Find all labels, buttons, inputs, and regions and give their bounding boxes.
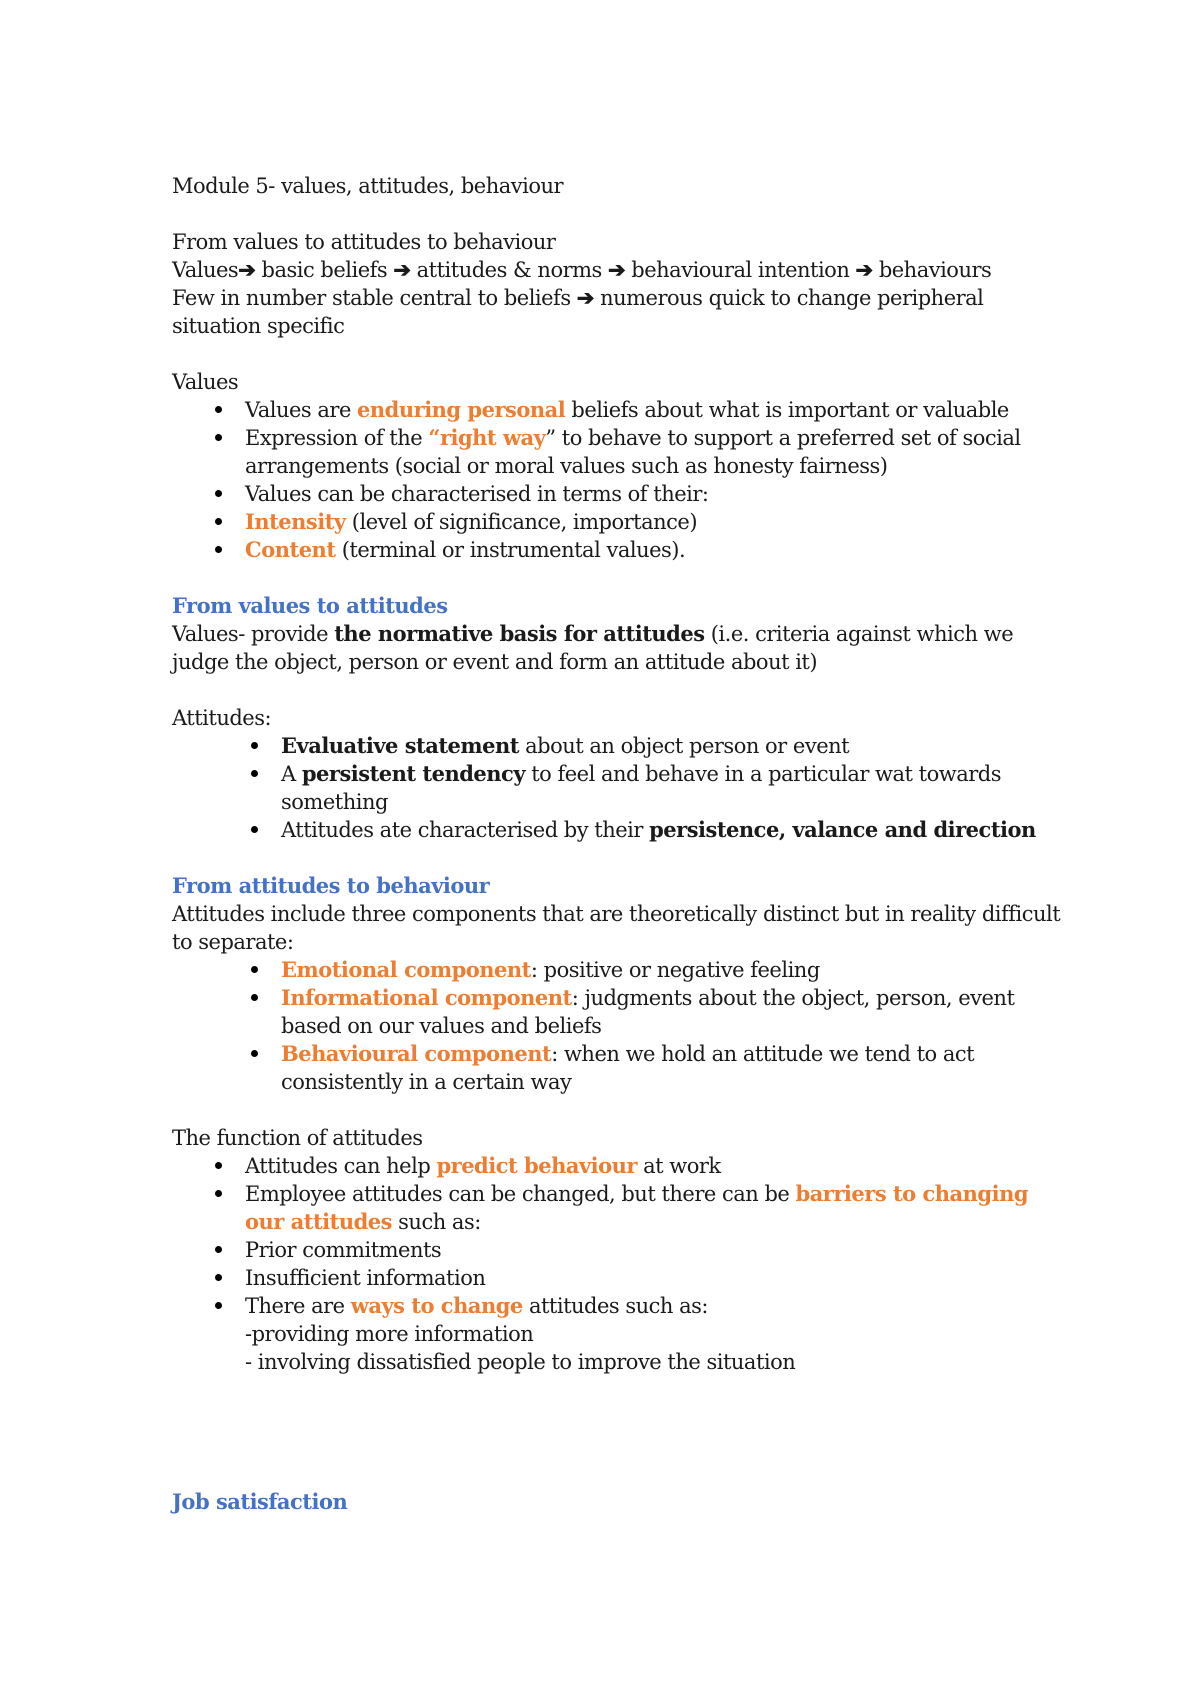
- arrow-icon: ➔: [855, 257, 873, 282]
- arrow-icon: ➔: [238, 257, 256, 282]
- attitudes-label: Attitudes:: [172, 706, 272, 730]
- list-item: Informational component: judgments about the object, person, event based on our values and beliefs: [172, 984, 1072, 1040]
- list-item: Intensity (level of significance, importance): [209, 508, 1072, 536]
- arrow-icon: ➔: [576, 285, 594, 310]
- list-item: Content (terminal or instrumental values).: [209, 536, 1072, 564]
- list-item: Emotional component: positive or negative feeling: [172, 956, 1072, 984]
- list-item: Insufficient information: [209, 1264, 1072, 1292]
- list-item: Prior commitments: [209, 1236, 1072, 1264]
- values-chain: Values➔ basic beliefs ➔ attitudes & norms ➔ behavioural intention ➔ behaviours: [172, 257, 992, 282]
- list-item: Values can be characterised in terms of their: Intensity (level of significance, importance) Content (terminal or instrumental values).: [172, 480, 1072, 564]
- paragraph: Attitudes include three components that are theoretically distinct but in reality difficult to separate:: [172, 902, 1061, 954]
- document-body: [172, 172, 1072, 1516]
- list-item: Attitudes can help predict behaviour at work: [172, 1152, 1072, 1180]
- list-item: Employee attitudes can be changed, but there can be barriers to changing our attitudes such as: Prior commitments Insufficient information: [172, 1180, 1072, 1292]
- arrow-icon: ➔: [393, 257, 411, 282]
- components-list: [172, 956, 1072, 1096]
- list-item: A persistent tendency to feel and behave in a particular wat towards something: [172, 760, 1072, 816]
- function-list: [172, 1152, 1072, 1376]
- barriers-sublist: [245, 1236, 1072, 1292]
- list-item: Attitudes ate characterised by their persistence, valance and direction: [172, 816, 1072, 844]
- list-item: Evaluative statement about an object person or event: [172, 732, 1072, 760]
- section-heading: From attitudes to behaviour: [172, 873, 490, 898]
- list-item: Values are enduring personal beliefs about what is important or valuable: [172, 396, 1072, 424]
- list-item: Expression of the “right way” to behave to support a preferred set of social arrangements (social or moral values such as honesty fairness): [172, 424, 1072, 480]
- values-list: [172, 396, 1072, 564]
- dash-line: -providing more information: [245, 1322, 534, 1346]
- document-title: Module 5- values, attitudes, behaviour: [172, 174, 564, 198]
- list-item: There are ways to change attitudes such as: -providing more information - involving dissatisfied people to improve the situation: [172, 1292, 1072, 1376]
- list-item: Behavioural component: when we hold an attitude we tend to act consistently in a certain way: [172, 1040, 1072, 1096]
- dash-line: - involving dissatisfied people to improve the situation: [245, 1350, 796, 1374]
- values-label: Values: [172, 370, 239, 394]
- section-heading: From values to attitudes: [172, 593, 448, 618]
- section-heading: Job satisfaction: [172, 1489, 348, 1514]
- function-label: The function of attitudes: [172, 1126, 423, 1150]
- intro-heading: From values to attitudes to behaviour: [172, 230, 556, 254]
- values-sublist: [245, 508, 1072, 564]
- attitudes-list: [172, 732, 1072, 844]
- arrow-icon: ➔: [608, 257, 626, 282]
- few-numerous-line: Few in number stable central to beliefs ➔ numerous quick to change peripheral situation specific: [172, 285, 984, 338]
- paragraph: Values- provide the normative basis for attitudes (i.e. criteria against which we judge the object, person or event and form an attitude about it): [172, 621, 1014, 674]
